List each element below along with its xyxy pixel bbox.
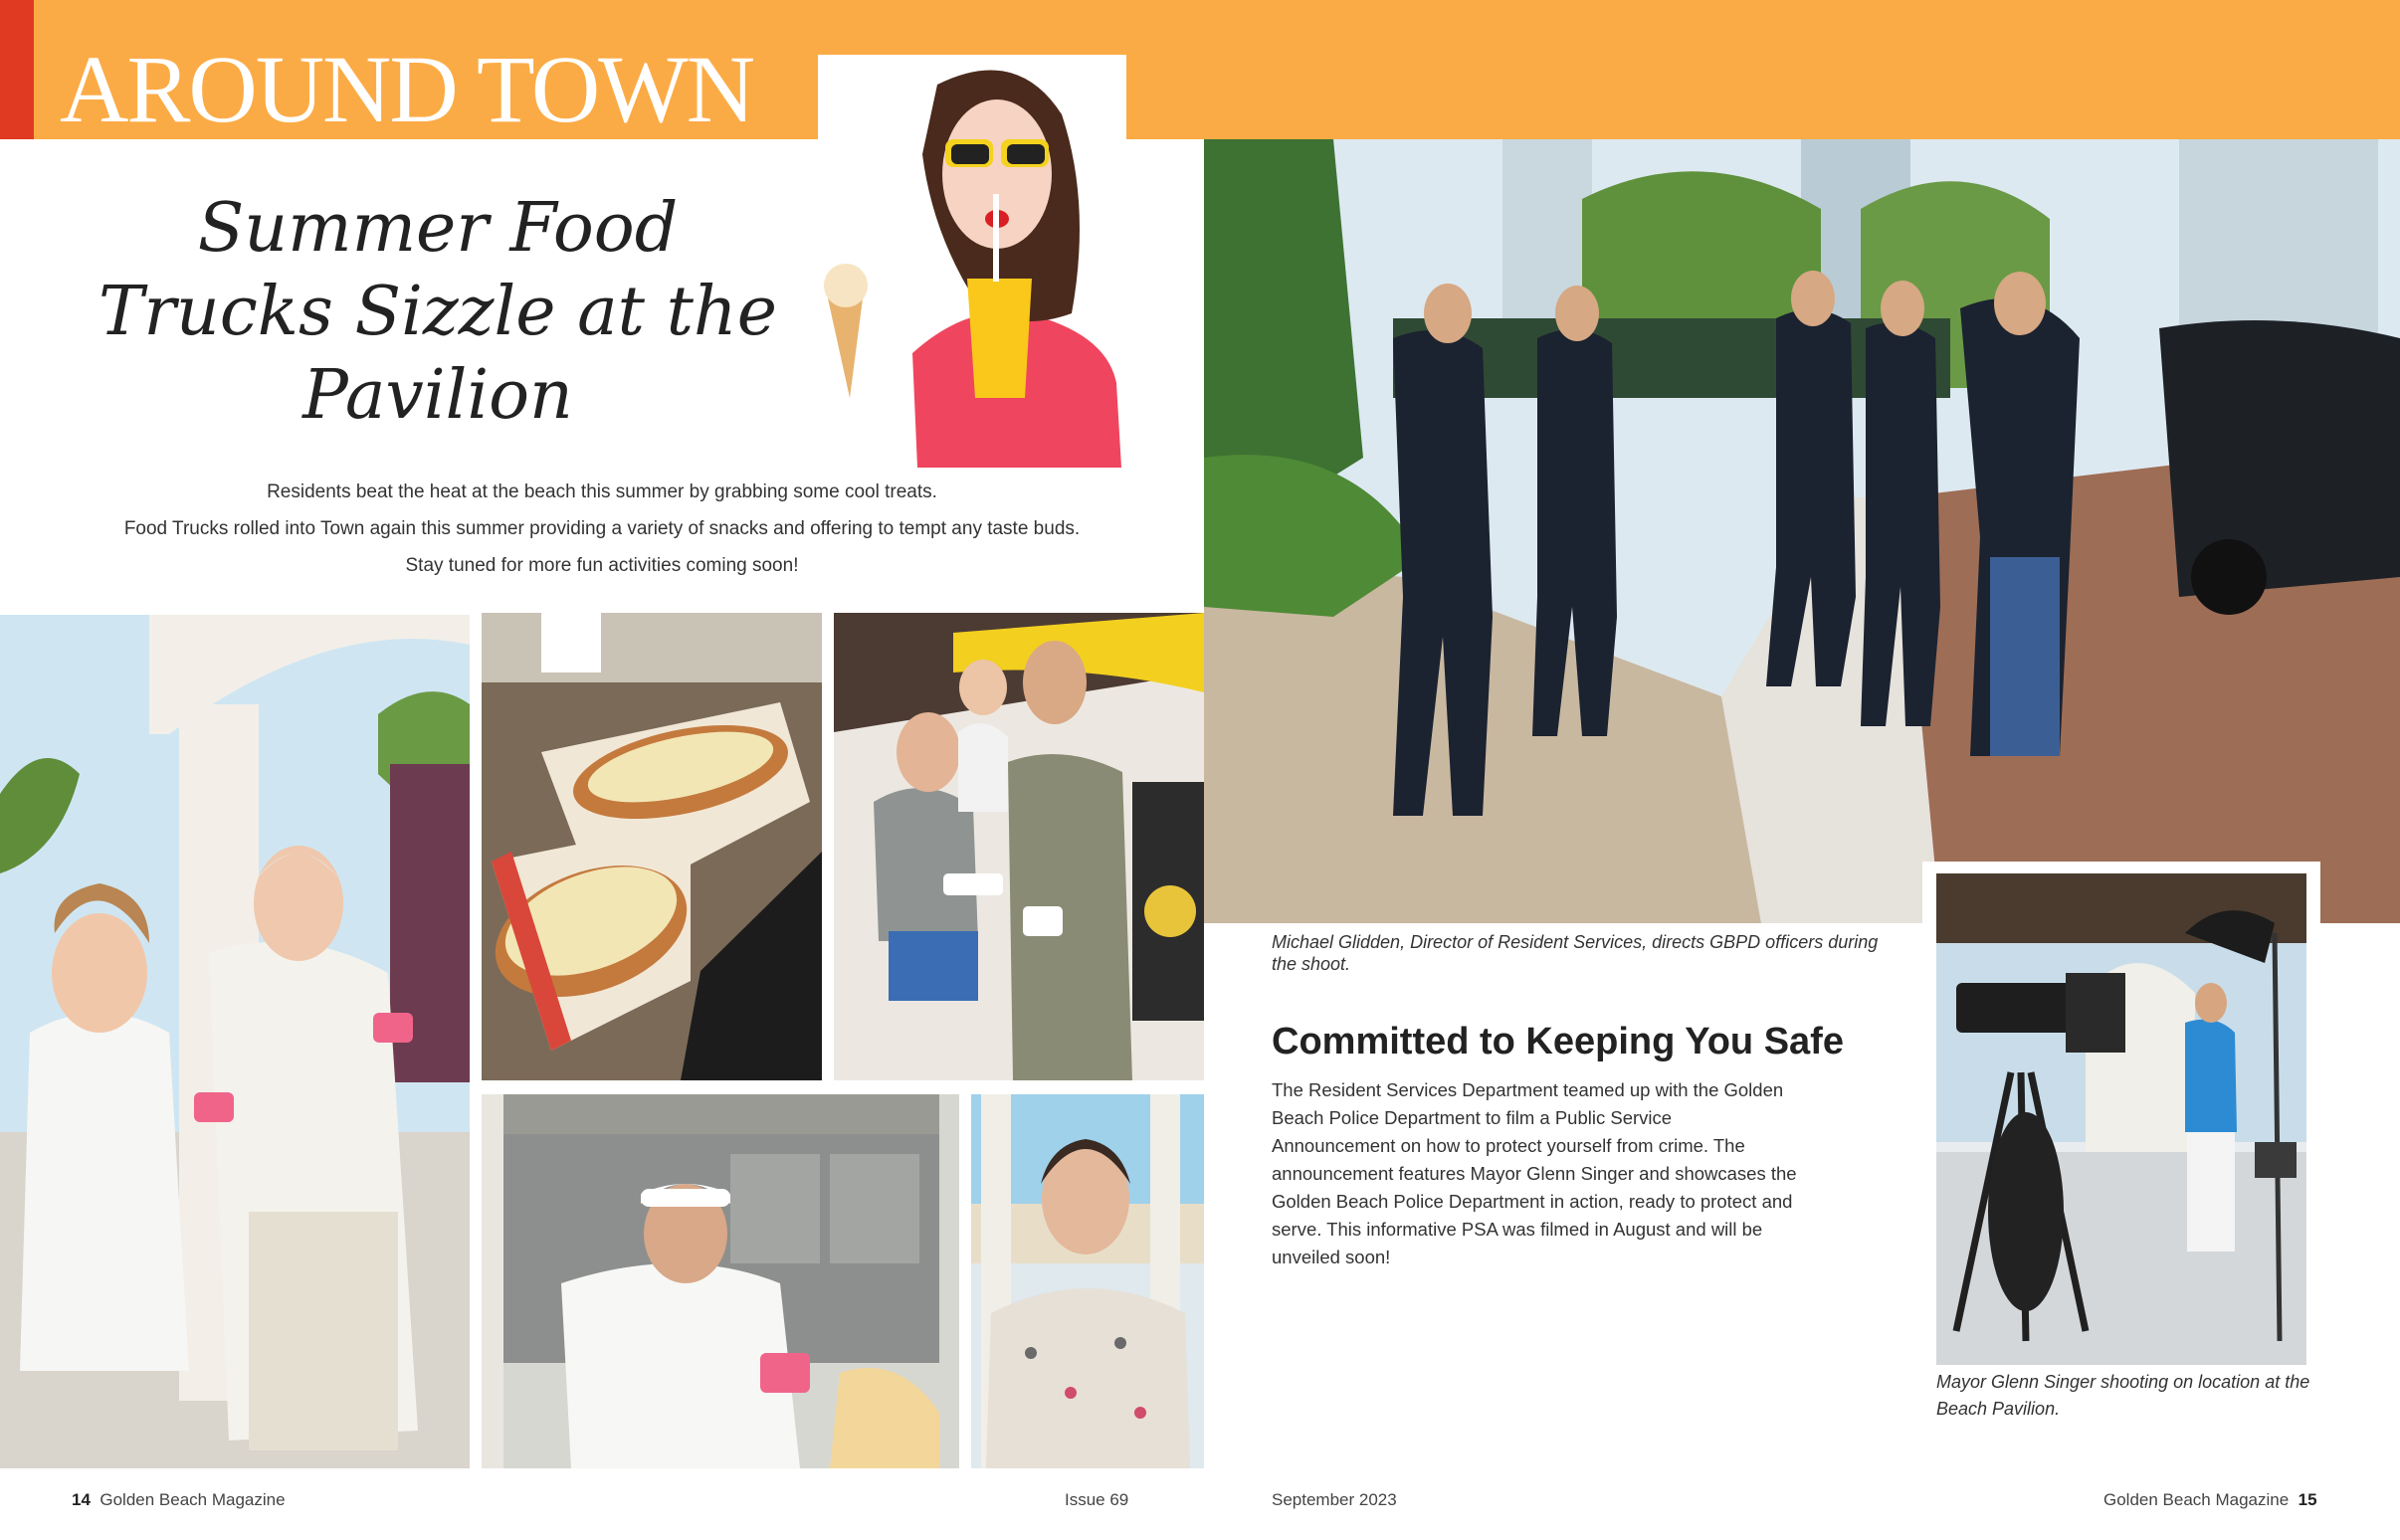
police-officers-photo [1204,139,2400,923]
hot-dogs-photo [482,613,822,1080]
mayor-camera-photo [1936,873,2306,1365]
footer-left [72,1490,286,1510]
family-photo [834,613,1204,1080]
photo-caption: Michael Glidden, Director of Resident Services, directs GBPD officers during the shoot. [1272,932,1879,974]
article-headline: Summer Food Trucks Sizzle at the Pavilion [99,189,777,435]
issue-number: Issue 69 [1065,1490,1129,1509]
couple-photo [0,615,470,1468]
article-heading: Committed to Keeping You Safe [1272,1021,1844,1062]
intro-paragraph-1: Residents beat the heat at the beach this summer by grabbing some cool treats. [267,481,937,502]
girl-ice-cream-photo [818,55,1126,468]
page-number-right: 15 [2298,1490,2317,1509]
page-number-left: 14 [72,1490,91,1509]
smiling-woman-photo [971,1094,1204,1468]
magazine-name-left: Golden Beach Magazine [100,1490,286,1509]
banner-accent-bar [0,0,34,139]
issue-date: September 2023 [1272,1490,1397,1509]
magazine-name-right: Golden Beach Magazine [2103,1490,2290,1509]
article-body: The Resident Services Department teamed up with the Golden Beach Police Department to film a Public Service Announcement on how to protect yourself from crime. The announcement features Mayor Glenn Singer and showcases the Golden Beach Police Department in action, ready to protect and serve. This informative PSA was filmed in August and will be unveiled soon! [1272,1079,1797,1267]
inset-caption: Mayor Glenn Singer shooting on location at the Beach Pavilion. [1936,1372,2310,1419]
food-truck-server-photo [482,1094,959,1468]
intro-paragraph-3: Stay tuned for more fun activities coming soon! [405,555,799,576]
intro-paragraph-2: Food Trucks rolled into Town again this summer providing a variety of snacks and offering to tempt any taste buds. [123,518,1081,539]
footer-right [2103,1490,2317,1510]
section-title: AROUND TOWN [60,36,754,142]
